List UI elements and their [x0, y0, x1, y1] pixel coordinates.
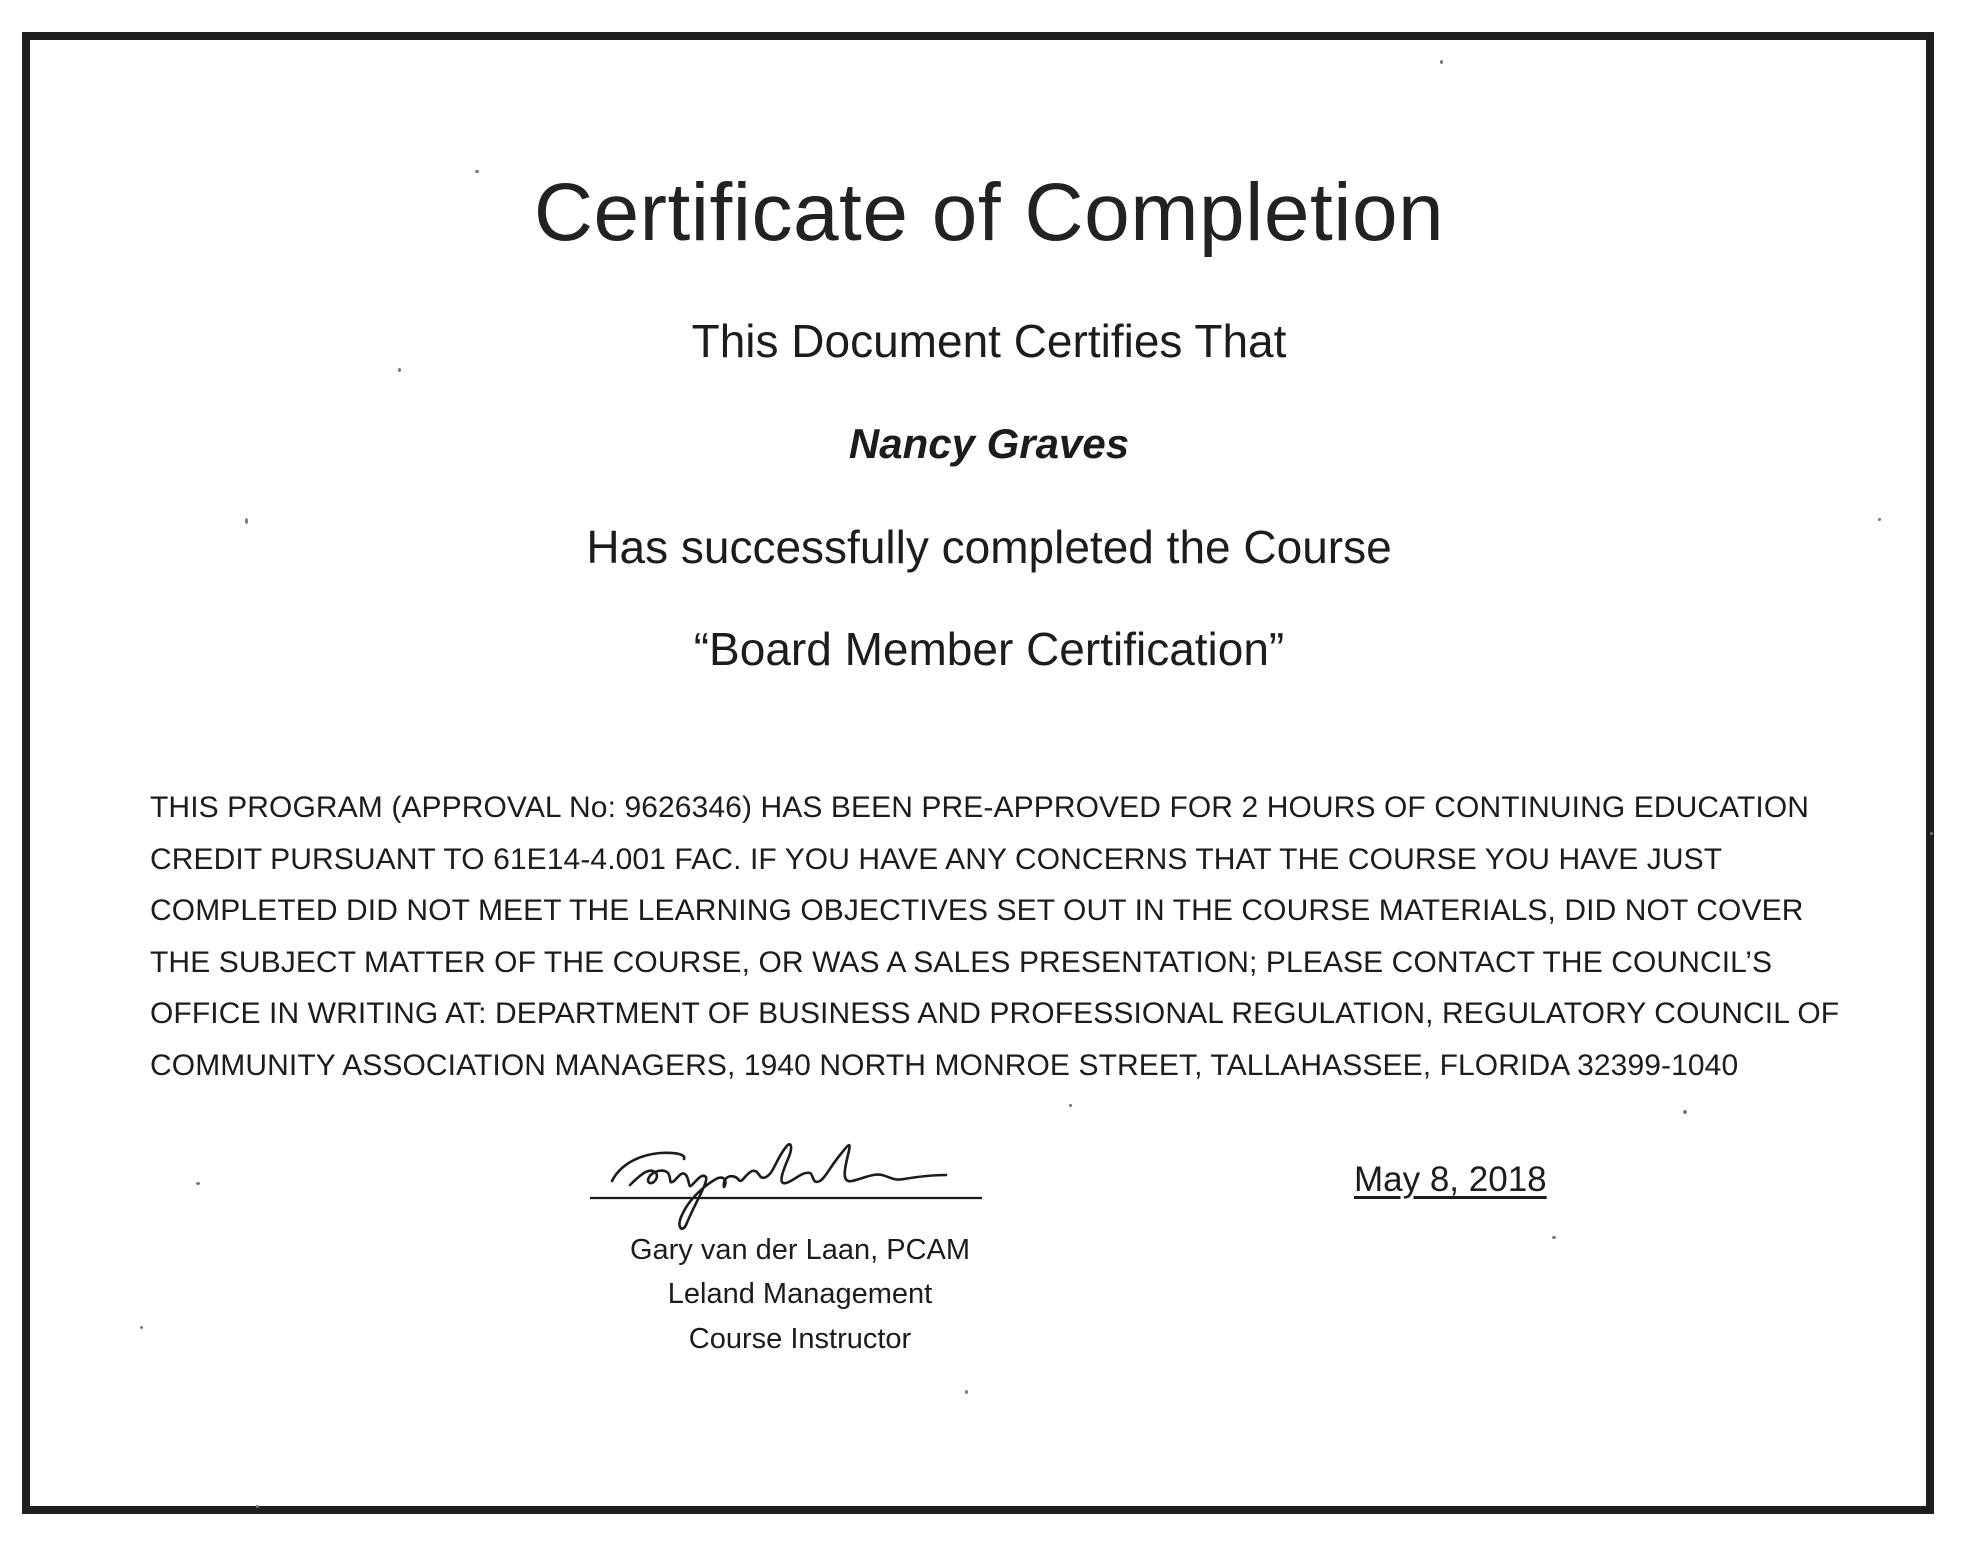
scan-speck [140, 1326, 143, 1329]
signer-role: Course Instructor [688, 1323, 912, 1355]
handwritten-signature [590, 1115, 1010, 1235]
completion-date: May 8, 2018 [1354, 1160, 1547, 1199]
scan-speck [1683, 1110, 1687, 1114]
scan-speck [1069, 1104, 1072, 1107]
signer-name: Gary van der Laan, PCAM [629, 1234, 971, 1266]
notice-line: COMMUNITY ASSOCIATION MANAGERS, 1940 NORTH MONROE STREET, TALLAHASSEE, FLORIDA 32399-1040 [150, 1048, 1739, 1082]
notice-line: COMPLETED DID NOT MEET THE LEARNING OBJECTIVES SET OUT IN THE COURSE MATERIALS, DID NOT COVER [150, 894, 1804, 927]
scan-speck [398, 368, 401, 372]
scan-speck [1552, 1236, 1556, 1239]
notice-line: CREDIT PURSUANT TO 61E14-4.001 FAC. IF YOU HAVE ANY CONCERNS THAT THE COURSE YOU HAVE JUST [150, 842, 1723, 876]
notice-line: THE SUBJECT MATTER OF THE COURSE, OR WAS A SALES PRESENTATION; PLEASE CONTACT THE COUNCIL’S [150, 945, 1773, 979]
signer-company: Leland Management [667, 1278, 933, 1310]
signature-block [590, 1115, 1010, 1365]
notice-line: OFFICE IN WRITING AT: DEPARTMENT OF BUSINESS AND PROFESSIONAL REGULATION, REGULATORY COUNCIL OF [150, 997, 1840, 1030]
course-name: “Board Member Certification” [693, 623, 1285, 675]
scan-speck [196, 1182, 200, 1185]
certifies-line: This Document Certifies That [691, 315, 1287, 367]
scan-speck [256, 1505, 259, 1508]
scan-speck [1440, 60, 1443, 64]
scan-speck [245, 518, 248, 524]
scan-speck [1930, 832, 1933, 835]
scan-speck [965, 1390, 968, 1394]
scan-speck [1878, 518, 1881, 521]
certificate-title: Certificate of Completion [533, 167, 1445, 258]
recipient-name: Nancy Graves [848, 420, 1130, 467]
notice-line: THIS PROGRAM (APPROVAL No: 9626346) HAS BEEN PRE-APPROVED FOR 2 HOURS OF CONTINUING EDUCATION [150, 791, 1810, 824]
completed-line: Has successfully completed the Course [586, 521, 1392, 573]
scan-speck [475, 170, 479, 173]
ce-notice-paragraph [150, 782, 1860, 1091]
